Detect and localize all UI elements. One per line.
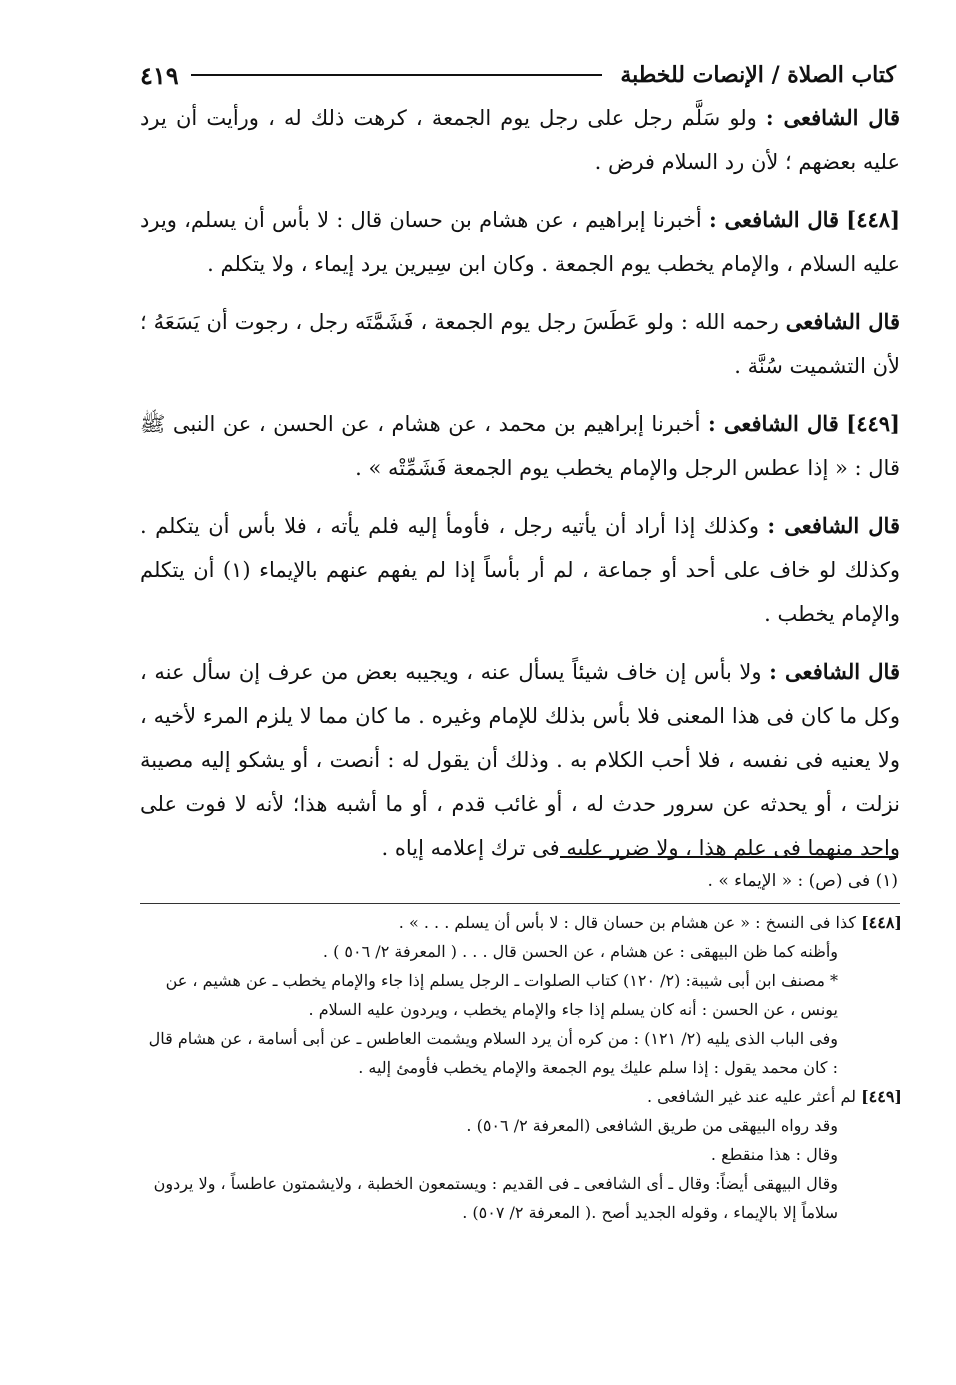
paragraph-lead: قال الشافعى : xyxy=(708,207,840,232)
paragraph xyxy=(140,96,900,184)
page-header xyxy=(140,58,896,92)
paragraph-lead: قال الشافعى : xyxy=(707,411,839,436)
paragraph xyxy=(140,402,900,490)
reference-line xyxy=(140,1140,902,1169)
running-title: كتاب الصلاة / الإنصات للخطبة xyxy=(620,62,896,88)
references xyxy=(140,908,902,1227)
paragraph-text: أخبرنا إبراهيم ، عن هشام بن حسان قال : لا بأس أن يسلم، ويرد عليه السلام ، والإمام يخطب يوم الجمعة . وكان ابن سِيرين يرد إيماء ، ولا يتكلم . xyxy=(140,208,900,276)
footnote: (١) فى (ص) : « الإيماء » . xyxy=(707,871,898,891)
paragraph-text: رحمه الله : ولو عَطَسَ رجل يوم الجمعة ، فَشَمَّتَه رجل ، رجوت أن يَسَعَهُ ؛ لأن التشميت سُنَّة . xyxy=(140,310,900,378)
reference-text: وفى الباب الذى يليه (٢/ ١٢١) : من كره أن يرد السلام ويشمت العاطس ـ عن أبى أسامة ، عن هشام قال : كان محمد يقول : إذا سلم عليك يوم الجمعة والإمام يخطب فأومئ إليه . xyxy=(148,1029,838,1077)
paragraph-lead: قال الشافعى : xyxy=(767,513,900,538)
reference-text: وقال البيهقى أيضاً: وقال ـ أى الشافعى ـ فى القديم : ويستمعون الخطبة ، ولايشمتون عاطساً ، ولا يردون سلاماً إلا بالإيماء ، وقوله الجديد أصح .( المعرفة ٢/ ٥٠٧) . xyxy=(153,1174,838,1222)
main-text xyxy=(140,96,900,884)
reference-line xyxy=(140,966,902,1024)
paragraph xyxy=(140,504,900,636)
paragraph-text: ولا بأس إن خاف شيئاً يسأل عنه ، ويجيبه بعض من عرف إن سأل عنه ، وكل ما كان فى هذا المعنى فلا بأس بذلك للإمام وغيره . ما كان مما لا يلزم المرء لأخيه ، ولا يعنيه فى نفسه ، فلا أحب الكلام به . وذلك أن يقول له : أنصت ، أو يشكو إليه مصيبة نزلت ، أو يحدثه عن سرور حدث له ، أو غائب قدم ، أو ما أشبه هذا؛ لأنه لا فوت على واحد منهما فى علم هذا ، ولا ضرر عليه فى ترك إعلامه إياه . xyxy=(140,660,900,860)
reference-line xyxy=(140,1169,902,1227)
reference-line xyxy=(140,937,902,966)
paragraph-text: ولو سَلَّم رجل على رجل يوم الجمعة ، كرهت ذلك له ، ورأيت أن يرد عليه بعضهم ؛ لأن رد السلام فرض . xyxy=(140,106,900,174)
paragraph-lead: قال الشافعى : xyxy=(769,659,900,684)
reference-text: وقد رواه البيهقى من طريق الشافعى (المعرفة ٢/ ٥٠٦) . xyxy=(466,1116,838,1135)
paragraph xyxy=(140,650,900,870)
reference-text: * مصنف ابن أبى شيبة: (٢/ ١٢٠) كتاب الصلوات ـ الرجل يسلم إذا جاء والإمام يخطب ـ عن هشيم ، عن يونس ، عن الحسن : أنه كان يسلم إذا جاء والإمام يخطب ، ويردون عليه السلام . xyxy=(165,971,838,1019)
paragraph-number: [٤٤٨] xyxy=(846,207,900,232)
paragraph xyxy=(140,198,900,286)
reference-line xyxy=(140,1111,902,1140)
paragraph-number: [٤٤٩] xyxy=(846,411,900,436)
paragraph-text: وكذلك إذا أراد أن يأتيه رجل ، فأومأ إليه فلم يأته ، فلا بأس أن يتكلم . وكذلك لو خاف على أحد أو جماعة ، لم أر بأساً إذا لم يفهم عنهم بالإيماء (١) أن يتكلم والإمام يخطب . xyxy=(140,514,900,626)
paragraph-lead: قال الشافعى xyxy=(785,309,900,334)
reference-number: [٤٤٩] xyxy=(861,1087,902,1106)
references-rule xyxy=(140,903,900,904)
paragraph xyxy=(140,300,900,388)
reference-text: لم أعثر عليه عند غير الشافعى . xyxy=(646,1087,856,1106)
header-rule xyxy=(191,74,603,76)
reference-line xyxy=(140,908,902,937)
paragraph-text: أخبرنا إبراهيم بن محمد ، عن هشام ، عن الحسن ، عن النبى ﷺ قال : « إذا عطس الرجل والإمام يخطب يوم الجمعة فَشَمِّتْه » . xyxy=(140,412,900,480)
paragraph-lead: قال الشافعى : xyxy=(765,105,900,130)
reference-text: وأظنه كما ظن البيهقى : عن هشام ، عن الحسن قال . . . ( المعرفة ٢/ ٥٠٦ ) . xyxy=(322,942,838,961)
reference-line xyxy=(140,1082,902,1111)
reference-text: وقال : هذا منقطع . xyxy=(710,1145,838,1164)
reference-text: كذا فى النسخ : « عن هشام بن حسان قال : لا بأس أن يسلم . . . » . xyxy=(398,913,856,932)
reference-line xyxy=(140,1024,902,1082)
reference-number: [٤٤٨] xyxy=(861,913,902,932)
footnote-rule xyxy=(560,856,898,858)
page-number: ٤١٩ xyxy=(140,60,179,90)
